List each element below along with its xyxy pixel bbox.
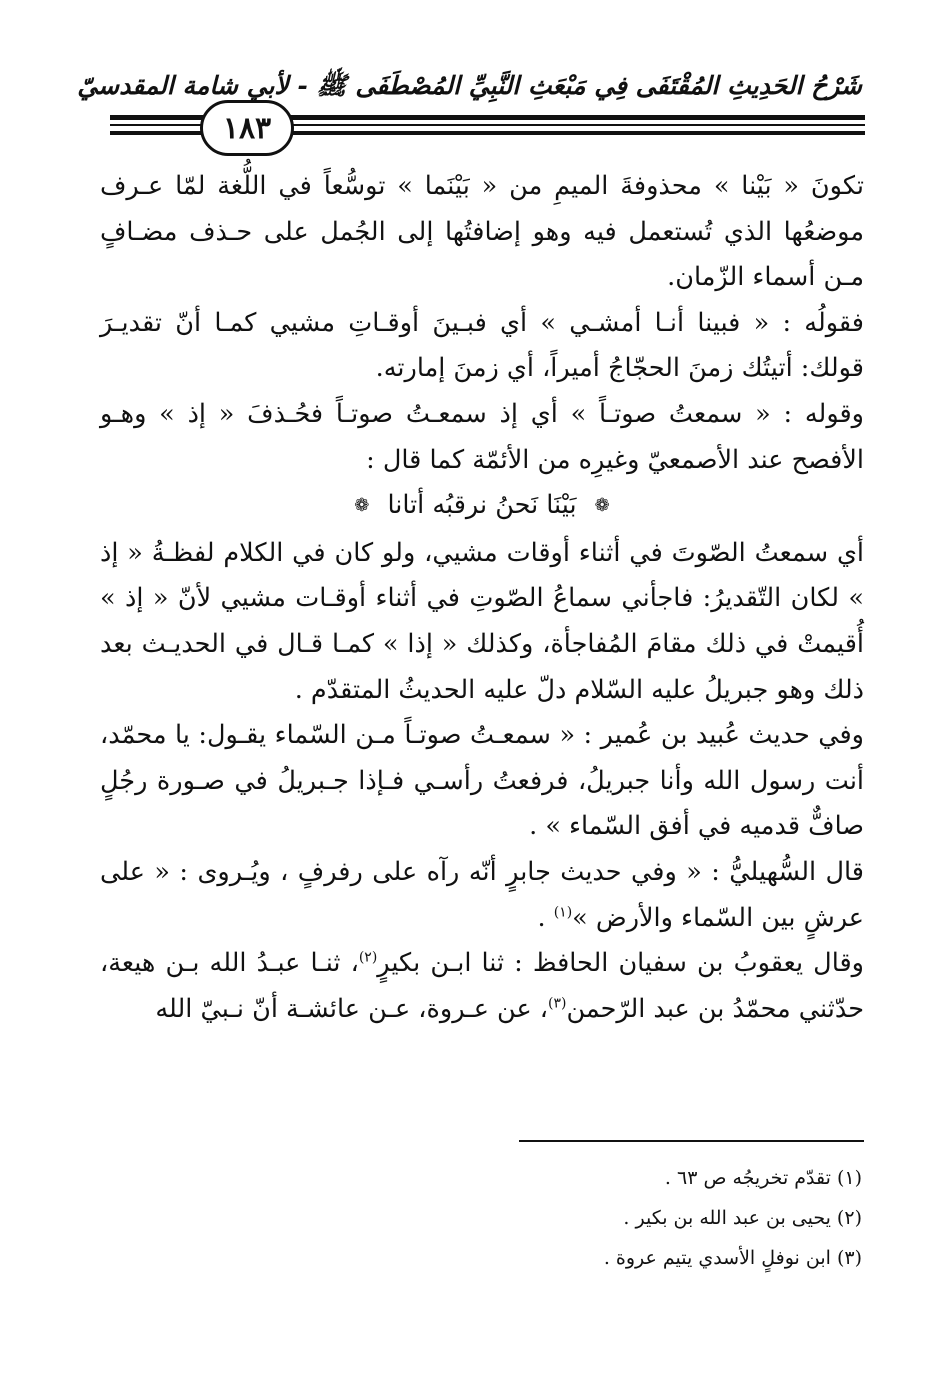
footnotes [302, 1158, 862, 1278]
verse-text: بَيْنَا نَحنُ نرقبُه أتانا [387, 490, 577, 521]
main-text [100, 164, 864, 1032]
paragraph-6-text: قال السُّهيليُّ : « وفي حديث جابرٍ أنّه رآه على رفرفٍ ، ويُـروى : « على عرشٍ بين السّماء والأرض » [100, 856, 864, 933]
running-title: شَرْحُ الحَدِيثِ المُقْتَفَى فِي مَبْعَثِ النَّبِيِّ المُصْطَفَى ﷺ - لأبي شامة المقدسيّ [77, 71, 862, 100]
footnote-ref-1: (١) [553, 904, 573, 920]
paragraph-7-part-a: وقال يعقوبُ بن سفيان الحافظ : ثنا ابـن بكيرٍ [377, 948, 864, 979]
paragraph-7-part-c: ، عن عـروة، عـن عائشـة أنّ نـبيّ الله [155, 993, 549, 1024]
footnote-ref-3: (٣) [548, 995, 567, 1012]
paragraph-2: فقولُه : « فبينا أنـا أمشـي » أي فبـينَ أوقـاتِ مشيي كمـا أنّ تقديـرَ قولك: أتيتُك زمنَ الحجّاجُ أميراً، أي زمنَ إمارته. [100, 307, 864, 384]
paragraph-7 [100, 941, 864, 1032]
paragraph-1: تكونَ « بَيْنا » محذوفةَ الميمِ من « بَيْنَما » توسُّعاً في اللُّغة لمّا عـرف موضعُها الذي تُستعمل فيه وهو إضافتُها إلى الجُمل على حـذف مضـافٍ مـن أسماء الزّمان. [100, 171, 864, 293]
paragraph-6-end: . [537, 902, 554, 933]
footnote-ref-2: (٢) [358, 949, 378, 966]
footnote-2: (٢) يحيى بن عبد الله بن بكير . [623, 1207, 862, 1229]
verse-ornament-icon: ❁ [354, 495, 370, 517]
verse-ornament-icon: ❁ [594, 495, 610, 517]
paragraph-4: أي سمعتُ الصّوتَ في أثناء أوقات مشيي، ولو كان في الكلام لفظـةُ « إذ » لكان التّقديرُ: فاجأني سماعُ الصّوتِ في أثناء أوقـات مشيي لأنّ « إذ » أُقيمتْ في ذلك مقامَ المُفاجأة، وكذلك « إذا » كمـا قـال في الحديـث بعد ذلك وهو جبريلُ عليه السّلام دلّ عليه الحديثُ المتقدّم . [100, 537, 864, 705]
footnote-1: (١) تقدّم تخريجُه ص ٦٣ . [664, 1167, 862, 1189]
footnote-separator [519, 1140, 864, 1142]
verse-line [100, 483, 864, 531]
footnote-3: (٣) ابن نوفلٍ الأسدي يتيم عروة . [603, 1247, 862, 1269]
paragraph-5: وفي حديث عُبيد بن عُمير : « سمعـتُ صوتـاً مـن السّماء يقـول: يا محمّد، أنت رسول الله وأنا جبريلُ، فرفعتُ رأسـي فـإذا جـبريلُ في صـورة رجُلٍ صافٌّ قدميه في أفق السّماء » . [100, 720, 864, 842]
paragraph-6 [100, 850, 864, 941]
paragraph-3: وقوله : « سمعتُ صوتـاً » أي إذ سمعـتُ صوتـاً فحُـذفَ « إذ » وهـو الأفصح عند الأصمعيّ وغيرِه من الأئمّة كما قال : [100, 398, 864, 475]
paragraph-7-part-b: ، ثنـا عبـدُ الله بـن هيعة، حدّثني محمّدُ بن عبد الرّحمن [100, 948, 864, 1024]
page-number: ١٨٣ [200, 100, 294, 156]
